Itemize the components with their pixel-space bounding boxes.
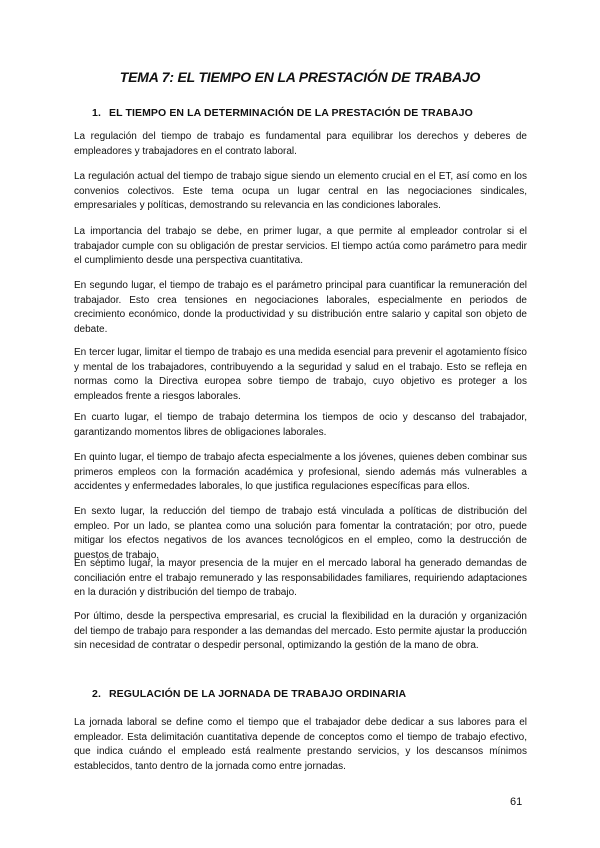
paragraph: La jornada laboral se define como el tiempo que el trabajador debe dedicar a sus labores para el empleador. Esta delimitación cuantitativa depende de conceptos como el tiempo de trabajo efectivo, que indica cuándo el empleado está realmente prestando servicios, y los descansos mínimos establecidos, tanto dentro de la jornada como entre jornadas. <box>74 717 527 772</box>
section-title: EL TIEMPO EN LA DETERMINACIÓN DE LA PRESTACIÓN DE TRABAJO <box>109 107 473 119</box>
section-title: REGULACIÓN DE LA JORNADA DE TRABAJO ORDINARIA <box>109 688 407 700</box>
paragraph: En quinto lugar, el tiempo de trabajo afecta especialmente a los jóvenes, quienes deben combinar sus primeros empleos con la formación académica y profesional, siendo además más vulnerables a accidentes y enfermedades laborales, lo que justifica regulaciones específicas para ellos. <box>74 452 527 493</box>
paragraph: En séptimo lugar, la mayor presencia de la mujer en el mercado laboral ha generado demandas de conciliación entre el trabajo remunerado y las responsabilidades familiares, requiriendo adaptaciones en la duración y distribución del tiempo de trabajo. <box>74 558 527 599</box>
paragraph: En segundo lugar, el tiempo de trabajo es el parámetro principal para cuantificar la remuneración del trabajador. Esto crea tensiones en negociaciones laborales, especialmente en periodos de crecimiento económico, donde la productividad y su distribución entre salario y capital son objeto de debate. <box>74 280 527 335</box>
page-title: TEMA 7: EL TIEMPO EN LA PRESTACIÓN DE TRABAJO <box>119 69 481 85</box>
section-heading-2 <box>92 688 406 700</box>
paragraph: Por último, desde la perspectiva empresarial, es crucial la flexibilidad en la duración y organización del tiempo de trabajo para responder a las demandas del mercado. Esto permite ajustar la producción sin necesidad de contratar o despedir personal, optimizando la gestión de la mano de obra. <box>74 611 527 652</box>
section-number: 2. <box>92 688 101 700</box>
section-number: 1. <box>92 107 101 119</box>
paragraph: En sexto lugar, la reducción del tiempo de trabajo está vinculada a políticas de distribución del empleo. Por un lado, se plantea como una solución para fomentar la contratación; por otro, puede mitigar los efectos negativos de los avances tecnológicos en el empleo, como la destrucción de puestos de trabajo. <box>74 506 527 561</box>
paragraph: En tercer lugar, limitar el tiempo de trabajo es una medida esencial para prevenir el agotamiento físico y mental de los trabajadores, contribuyendo a la seguridad y salud en el trabajo. Esto se refleja en normas como la Directiva europea sobre tiempo de trabajo, cuyo objetivo es proteger a los empleados frente a riesgos laborales. <box>74 347 527 402</box>
paragraph: En cuarto lugar, el tiempo de trabajo determina los tiempos de ocio y descanso del trabajador, garantizando momentos libres de obligaciones laborales. <box>74 412 527 438</box>
page-number: 61 <box>510 796 523 808</box>
paragraph: La regulación del tiempo de trabajo es fundamental para equilibrar los derechos y deberes de empleadores y trabajadores en el contrato laboral. <box>74 131 527 157</box>
paragraph: La regulación actual del tiempo de trabajo sigue siendo un elemento crucial en el ET, así como en los convenios colectivos. Este tema ocupa un lugar central en las negociaciones sindicales, empresariales y políticas, demostrando su relevancia en las condiciones laborales. <box>74 171 527 212</box>
section-heading-1 <box>92 107 473 119</box>
paragraph: La importancia del trabajo se debe, en primer lugar, a que permite al empleador controlar si el trabajador cumple con su obligación de prestar servicios. El tiempo actúa como parámetro para medir el cumplimiento desde una perspectiva cuantitativa. <box>74 226 527 267</box>
